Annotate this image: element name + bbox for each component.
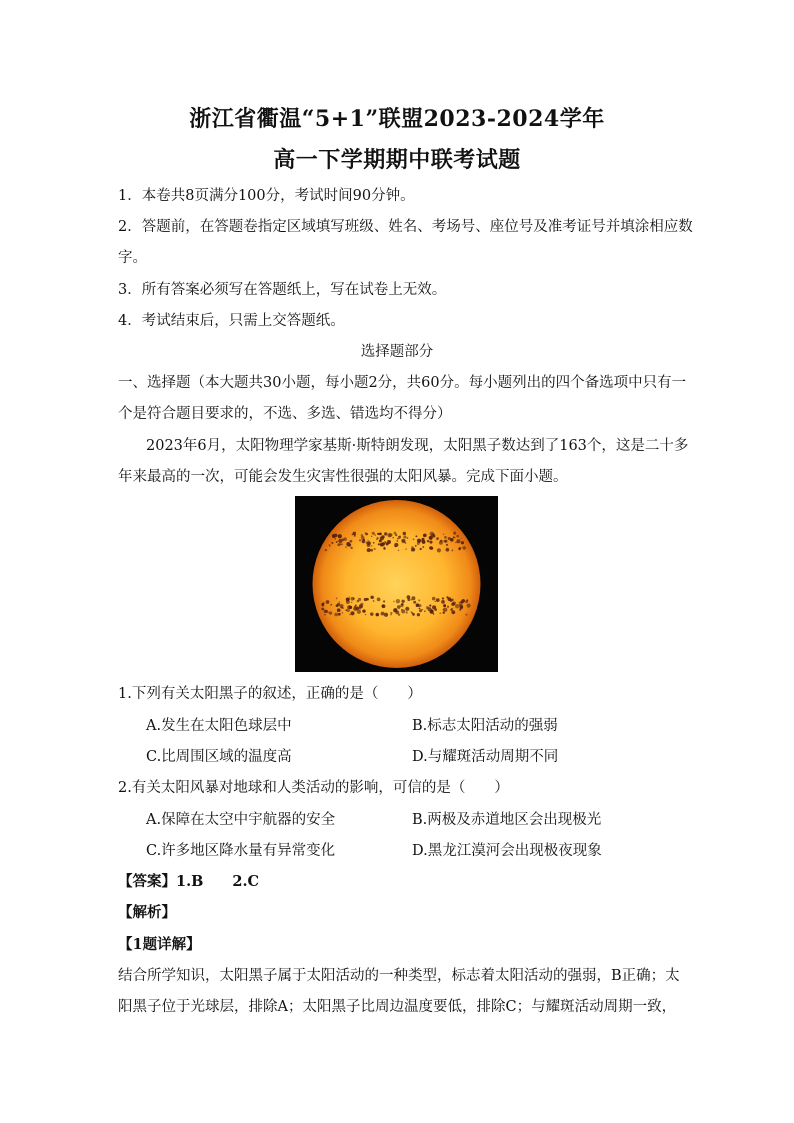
sunspot	[455, 604, 459, 608]
sunspot	[459, 602, 461, 604]
sunspot	[336, 604, 339, 607]
sunspot	[327, 612, 328, 613]
sunspot	[446, 596, 448, 598]
question-1-stem: 1.下列有关太阳黑子的叙述，正确的是（ ）	[118, 686, 422, 702]
sunspot	[405, 548, 406, 549]
sunspot	[371, 536, 372, 537]
sunspot	[456, 535, 459, 538]
sunspot	[321, 608, 324, 611]
sunspot	[439, 541, 443, 545]
sunspot	[411, 546, 414, 549]
sunspot	[350, 611, 354, 615]
question-1-option-d[interactable]: D.与耀斑活动周期不同	[412, 749, 559, 765]
sunspot	[432, 613, 434, 615]
sunspot	[341, 607, 343, 609]
sunspot	[442, 597, 444, 599]
sunspot	[418, 599, 420, 601]
sunspot	[451, 549, 453, 551]
sunspot	[423, 534, 426, 537]
instruction-1: 1．本卷共8页满分100分，考试时间90分钟。	[118, 188, 415, 204]
sunspot	[339, 543, 342, 546]
sunspot	[365, 533, 368, 536]
sunspot	[337, 535, 338, 536]
sunspot	[387, 540, 389, 542]
sunspot	[424, 611, 426, 613]
sunspot	[380, 542, 384, 546]
sunspot	[392, 537, 394, 539]
sunspot	[443, 540, 446, 543]
sunspot	[442, 611, 444, 613]
sunspot	[419, 608, 421, 610]
sunspot	[350, 547, 352, 549]
instruction-2: 2．答题前，在答题卷指定区域填写班级、姓名、考场号、座位号及准考证号并填涂相应数	[118, 219, 693, 235]
sunspot	[357, 610, 361, 614]
sunspot	[452, 602, 456, 606]
sunspot	[453, 536, 455, 538]
sunspot	[462, 599, 465, 602]
sunspot	[346, 598, 350, 602]
sunspot	[413, 601, 416, 604]
sunspot	[362, 609, 365, 612]
section-heading: 选择题部分	[360, 344, 434, 360]
sunspot	[326, 600, 330, 604]
sunspot	[324, 609, 328, 613]
sunspot	[413, 538, 415, 540]
sunspot	[368, 540, 369, 541]
sunspot	[349, 606, 352, 609]
sun-disk	[313, 500, 481, 668]
sunspot	[401, 603, 403, 605]
sunspot	[351, 602, 352, 603]
sunspot	[359, 539, 361, 541]
sunspot	[456, 539, 460, 543]
sunspot	[411, 596, 415, 600]
sunspot	[422, 538, 425, 541]
sunspot	[376, 613, 380, 617]
analysis-label: 【解析】	[118, 904, 176, 921]
sunspot	[330, 604, 332, 606]
sunspot	[390, 614, 391, 615]
sunspot	[430, 611, 431, 612]
question-1-option-c[interactable]: C.比周围区域的温度高	[146, 749, 292, 765]
sunspot	[365, 614, 367, 616]
sunspot	[338, 613, 341, 616]
part-one-line2: 个是符合题目要求的，不选、多选、错选均不得分）	[118, 406, 452, 422]
sunspot	[447, 606, 449, 608]
question-2-option-a[interactable]: A.保障在太空中宇航器的安全	[146, 812, 336, 828]
sunspot	[419, 609, 422, 612]
sunspot	[389, 533, 393, 537]
sunspot	[402, 540, 403, 541]
sunspot	[462, 546, 466, 550]
sunspot	[346, 542, 350, 546]
sunspot	[451, 608, 453, 610]
question-2-option-d[interactable]: D.黑龙江漠河会出现极夜现象	[412, 843, 602, 859]
sunspot	[434, 608, 437, 611]
sunspot	[417, 613, 420, 616]
sunspot	[331, 542, 333, 544]
sunspot	[436, 537, 439, 540]
sunspot	[334, 534, 338, 538]
sunspot	[352, 534, 354, 536]
sunspot	[451, 599, 454, 602]
sunspot	[380, 536, 384, 540]
sunspot	[397, 540, 398, 541]
sunspot	[394, 545, 396, 547]
sunspot	[397, 605, 401, 609]
sunspot	[427, 540, 429, 542]
sunspot	[446, 548, 450, 552]
question-2-stem: 2.有关太阳风暴对地球和人类活动的影响，可信的是（ ）	[118, 780, 509, 796]
sunspot	[370, 612, 373, 615]
sunspot	[407, 537, 409, 539]
sunspot	[324, 614, 326, 616]
sunspot	[432, 597, 436, 601]
sunspot	[364, 598, 367, 601]
sunspot	[443, 604, 446, 607]
sunspot-image	[295, 496, 498, 672]
sunspot	[353, 598, 355, 600]
sunspot	[339, 602, 341, 604]
sunspot	[379, 533, 382, 536]
sunspot	[342, 612, 344, 614]
sunspot	[460, 538, 461, 539]
sunspot	[411, 549, 413, 551]
sunspot	[403, 532, 406, 535]
sunspot	[373, 542, 375, 544]
sunspot	[370, 549, 373, 552]
sunspot	[420, 548, 422, 550]
sunspot	[405, 542, 407, 544]
sunspot	[335, 538, 336, 539]
sunspot	[443, 609, 445, 611]
explanation-line2: 阳黑子位于光球层，排除A；太阳黑子比周边温度要低，排除C；与耀斑活动周期一致，	[118, 999, 677, 1015]
instruction-3: 3．所有答案必须写在答题纸上，写在试卷上无效。	[118, 282, 447, 298]
sunspot	[461, 541, 464, 544]
sunspot	[467, 604, 471, 608]
sunspot	[358, 598, 361, 601]
sunspot	[429, 546, 432, 549]
sunspot	[398, 550, 399, 551]
sunspot	[353, 607, 357, 611]
sunspot	[459, 547, 462, 550]
sunspot	[430, 532, 434, 536]
sunspot	[373, 600, 375, 602]
sunspot	[367, 548, 371, 552]
sunspot	[403, 536, 406, 539]
sunspot	[395, 534, 398, 537]
sunspot	[398, 614, 400, 616]
sunspot	[377, 598, 381, 602]
sunspot	[336, 598, 338, 600]
sunspot	[401, 609, 405, 613]
sunspot	[439, 613, 440, 614]
sunspot	[441, 600, 445, 604]
sunspot	[377, 533, 379, 535]
passage-line2: 年来最高的一次，可能会发生灾害性很强的太阳风暴。完成下面小题。	[118, 469, 568, 485]
sunspot	[393, 608, 397, 612]
sunspot	[390, 612, 392, 614]
sunspot	[346, 609, 349, 612]
sunspot	[405, 607, 409, 611]
sunspot	[325, 549, 327, 551]
sunspot	[417, 539, 421, 543]
sunspot	[460, 610, 461, 611]
sunspot	[466, 599, 468, 601]
sunspot	[336, 541, 338, 543]
explanation-line1: 结合所学知识，太阳黑子属于太阳活动的一种类型，标志着太阳活动的强弱，B正确；太	[118, 968, 680, 984]
sunspot	[437, 548, 441, 552]
sunspot	[382, 604, 385, 607]
part-one-line1: 一、选择题（本大题共30小题，每小题2分，共60分。每小题列出的四个备选项中只有一	[118, 375, 687, 391]
sunspot	[367, 541, 371, 545]
sunspot	[422, 546, 424, 548]
sunspot	[354, 534, 356, 536]
question-1-option-a[interactable]: A.发生在太阳色球层中	[146, 718, 292, 734]
sunspot	[349, 596, 350, 597]
sunspot	[345, 546, 347, 548]
exam-title-line2: 高一下学期期中联考试题	[273, 147, 521, 173]
sunspot	[329, 545, 331, 547]
sunspot	[429, 541, 432, 544]
sunspot	[435, 601, 437, 603]
sunspot	[407, 598, 410, 601]
sunspot	[453, 532, 456, 535]
sunspot	[383, 547, 385, 549]
sunspot	[415, 545, 417, 547]
instruction-2-cont: 字。	[118, 250, 147, 266]
sunspot	[378, 543, 380, 545]
passage-line1: 2023年6月，太阳物理学家基斯·斯特朗发现，太阳黑子数达到了163个，这是二十多	[146, 438, 689, 454]
sunspot	[406, 611, 408, 613]
sunspot	[455, 542, 456, 543]
sunspot	[446, 544, 448, 546]
exam-title-line1: 浙江省衢温“5+1”联盟2023-2024学年	[189, 106, 605, 132]
sunspot	[393, 601, 394, 602]
sunspot	[444, 536, 447, 539]
sunspot	[416, 603, 420, 607]
sunspot	[374, 534, 376, 536]
question-2-option-b[interactable]: B.两极及赤道地区会出现极光	[412, 812, 602, 828]
detail-label: 【1题详解】	[118, 936, 201, 953]
sunspot	[349, 614, 351, 616]
sunspot	[386, 543, 389, 546]
sunspot	[450, 538, 454, 542]
question-2-option-c[interactable]: C.许多地区降水量有异常变化	[146, 843, 336, 859]
instruction-4: 4．考试结束后，只需上交答题纸。	[118, 313, 345, 329]
sunspot	[443, 534, 444, 535]
sunspot	[429, 605, 431, 607]
sunspot	[396, 599, 400, 603]
sunspot	[355, 604, 357, 606]
sunspot	[460, 605, 464, 609]
sunspot	[372, 532, 375, 535]
sunspot	[451, 610, 455, 614]
sunspot	[350, 540, 353, 543]
sunspot	[401, 600, 404, 603]
sunspot	[381, 612, 385, 616]
sunspot	[329, 611, 332, 614]
sunspot	[334, 613, 338, 617]
sunspot	[371, 545, 372, 546]
sunspot	[341, 543, 342, 544]
sunspot	[376, 537, 378, 539]
sunspot	[322, 605, 324, 607]
sunspot	[384, 532, 387, 535]
sunspot	[371, 597, 373, 599]
question-1-option-b[interactable]: B.标志太阳活动的强弱	[412, 718, 558, 734]
sunspot	[384, 613, 388, 617]
sunspot	[436, 598, 440, 602]
sunspot	[359, 604, 363, 608]
sunspot	[465, 614, 467, 616]
sunspot	[412, 613, 415, 616]
sunspot	[343, 537, 346, 540]
answer-line: 【答案】1.B 2.C	[118, 873, 260, 890]
sunspot	[415, 535, 417, 537]
sunspot	[363, 539, 365, 541]
sunspot	[374, 548, 376, 550]
sunspot	[337, 608, 341, 612]
sunspot	[397, 538, 398, 539]
sunspot	[383, 600, 385, 602]
sunspot	[426, 606, 429, 609]
sun-illustration	[295, 496, 498, 672]
